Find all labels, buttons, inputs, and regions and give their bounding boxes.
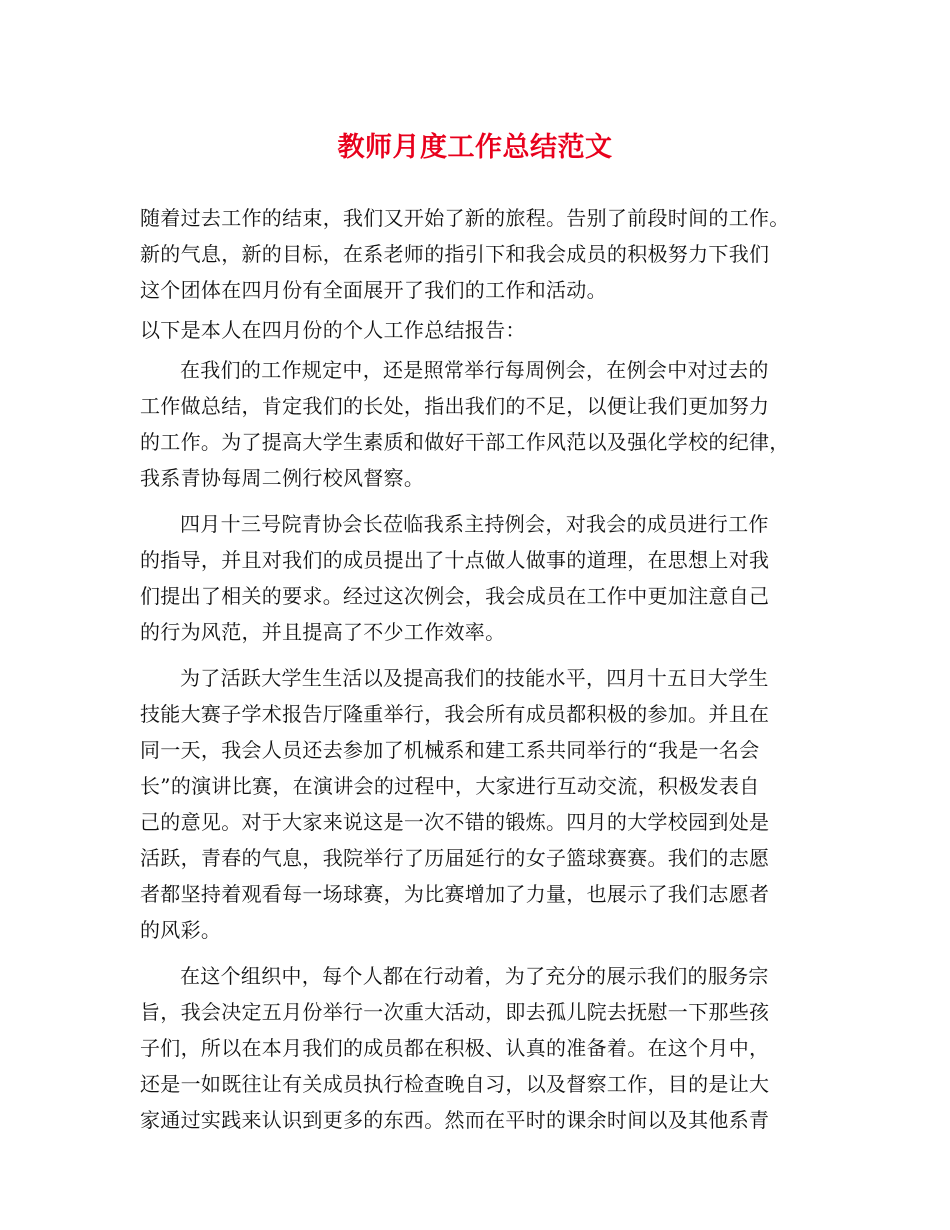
paragraph-line: 这个团体在四月份有全面展开了我们的工作和活动。 bbox=[140, 278, 607, 302]
paragraph-line: 活跃，青春的气息，我院举行了历届延行的女子篮球赛赛。我们的志愿 bbox=[140, 846, 770, 870]
paragraph-line: 者都坚持着观看每一场球赛，为比赛增加了力量，也展示了我们志愿者 bbox=[140, 882, 770, 906]
paragraph bbox=[140, 506, 812, 650]
paragraph bbox=[140, 958, 812, 1138]
paragraph-line: 的行为风范，并且提高了不少工作效率。 bbox=[140, 620, 506, 644]
paragraph bbox=[140, 660, 812, 948]
paragraph-line: 在这个组织中，每个人都在行动着，为了充分的展示我们的服务宗 bbox=[180, 964, 769, 988]
paragraph-line: 还是一如既往让有关成员执行检查晚自习，以及督察工作，目的是让大 bbox=[140, 1072, 770, 1096]
paragraph-line: 们提出了相关的要求。经过这次例会，我会成员在工作中更加注意自己 bbox=[140, 584, 770, 608]
paragraph-line: 四月十三号院青协会长莅临我系主持例会，对我会的成员进行工作 bbox=[180, 512, 769, 536]
paragraph-line: 以下是本人在四月份的个人工作总结报告： bbox=[140, 318, 526, 342]
paragraph-line: 技能大赛子学术报告厅隆重举行，我会所有成员都积极的参加。并且在 bbox=[140, 702, 770, 726]
paragraph bbox=[140, 352, 812, 496]
paragraph-line: 我系青协每周二例行校风督察。 bbox=[140, 466, 425, 490]
paragraph-line: 家通过实践来认识到更多的东西。然而在平时的课余时间以及其他系青 bbox=[140, 1108, 770, 1132]
paragraph-spacer bbox=[140, 948, 812, 958]
paragraph-line: 的风彩。 bbox=[140, 918, 222, 942]
paragraph-line: 新的气息，新的目标，在系老师的指引下和我会成员的积极努力下我们 bbox=[140, 242, 770, 266]
paragraph-line: 同一天，我会人员还去参加了机械系和建工系共同举行的“我是一名会 bbox=[140, 738, 760, 762]
paragraph-line: 随着过去工作的结束，我们又开始了新的旅程。告别了前段时间的工作。 bbox=[140, 206, 790, 230]
document-title: 教师月度工作总结范文 bbox=[337, 132, 613, 163]
paragraph-line: 的指导，并且对我们的成员提出了十点做人做事的道理，在思想上对我 bbox=[140, 548, 770, 572]
paragraph-spacer bbox=[140, 650, 812, 660]
paragraph-line: 子们，所以在本月我们的成员都在积极、认真的准备着。在这个月中， bbox=[140, 1036, 770, 1060]
document-body bbox=[140, 200, 812, 1138]
paragraph bbox=[140, 200, 812, 308]
paragraph-line: 长”的演讲比赛，在演讲会的过程中，大家进行互动交流，积极发表自 bbox=[140, 774, 760, 798]
paragraph-line: 工作做总结，肯定我们的长处，指出我们的不足，以便让我们更加努力 bbox=[140, 394, 770, 418]
paragraph bbox=[140, 312, 812, 348]
paragraph-line: 在我们的工作规定中，还是照常举行每周例会，在例会中对过去的 bbox=[180, 358, 769, 382]
paragraph-line: 的工作。为了提高大学生素质和做好干部工作风范以及强化学校的纪律， bbox=[140, 430, 790, 454]
paragraph-line: 己的意见。对于大家来说这是一次不错的锻炼。四月的大学校园到处是 bbox=[140, 810, 770, 834]
paragraph-line: 旨，我会决定五月份举行一次重大活动，即去孤儿院去抚慰一下那些孩 bbox=[140, 1000, 770, 1024]
paragraph-spacer bbox=[140, 496, 812, 506]
paragraph-line: 为了活跃大学生生活以及提高我们的技能水平，四月十五日大学生 bbox=[180, 666, 769, 690]
